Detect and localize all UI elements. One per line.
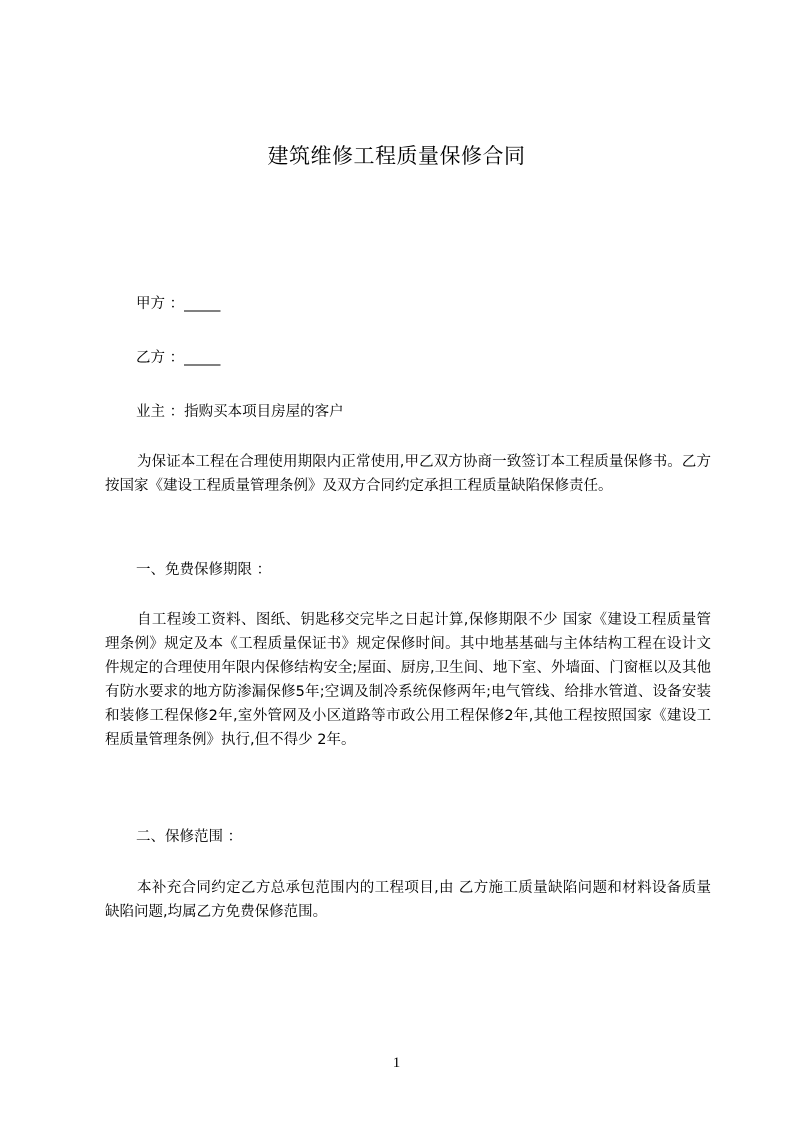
intro-paragraph: 为保证本工程在合理使用期限内正常使用,甲乙双方协商一致签订本工程质量保修书。乙方按国家《建设工程质量管理条例》及双方合同约定承担工程质量缺陷保修责任。: [105, 454, 711, 494]
section1-body: 自工程竣工资料、图纸、钥匙移交完毕之日起计算,保修期限不少 国家《建设工程质量管理条例》规定及本《工程质量保证书》规定保修时间。其中地基基础与主体结构工程在设计文件规定的合理使用年限内保修结构安全;屋面、厨房,卫生间、地下室、外墙面、门窗框以及其他有防水要求的地方防渗漏保修5年;空调及制冷系统保修两年;电气管线、给排水管道、设备安装和装修工程保修2年,室外管网及小区道路等市政公用工程保修2年,其他工程按照国家《建设工程质量管理条例》执行,但不得少 2年。: [105, 612, 711, 748]
party-a-line: 甲方 ：_____: [136, 296, 221, 312]
owner-line: 业主 ：指购买本项目房屋的客户: [136, 404, 344, 420]
document-title: 建筑维修工程质量保修合同: [267, 144, 526, 168]
section2-heading: 二、保修范围 ：: [136, 829, 243, 845]
section2-body: 本补充合同约定乙方总承包范围内的工程项目,由 乙方施工质量缺陷问题和材料设备质量缺陷问题,均属乙方免费保修范围。: [105, 880, 711, 920]
page-number: 1: [392, 1055, 401, 1071]
party-b-line: 乙方 ：_____: [136, 350, 221, 366]
section1-heading: 一、免费保修期限 ：: [136, 562, 272, 578]
